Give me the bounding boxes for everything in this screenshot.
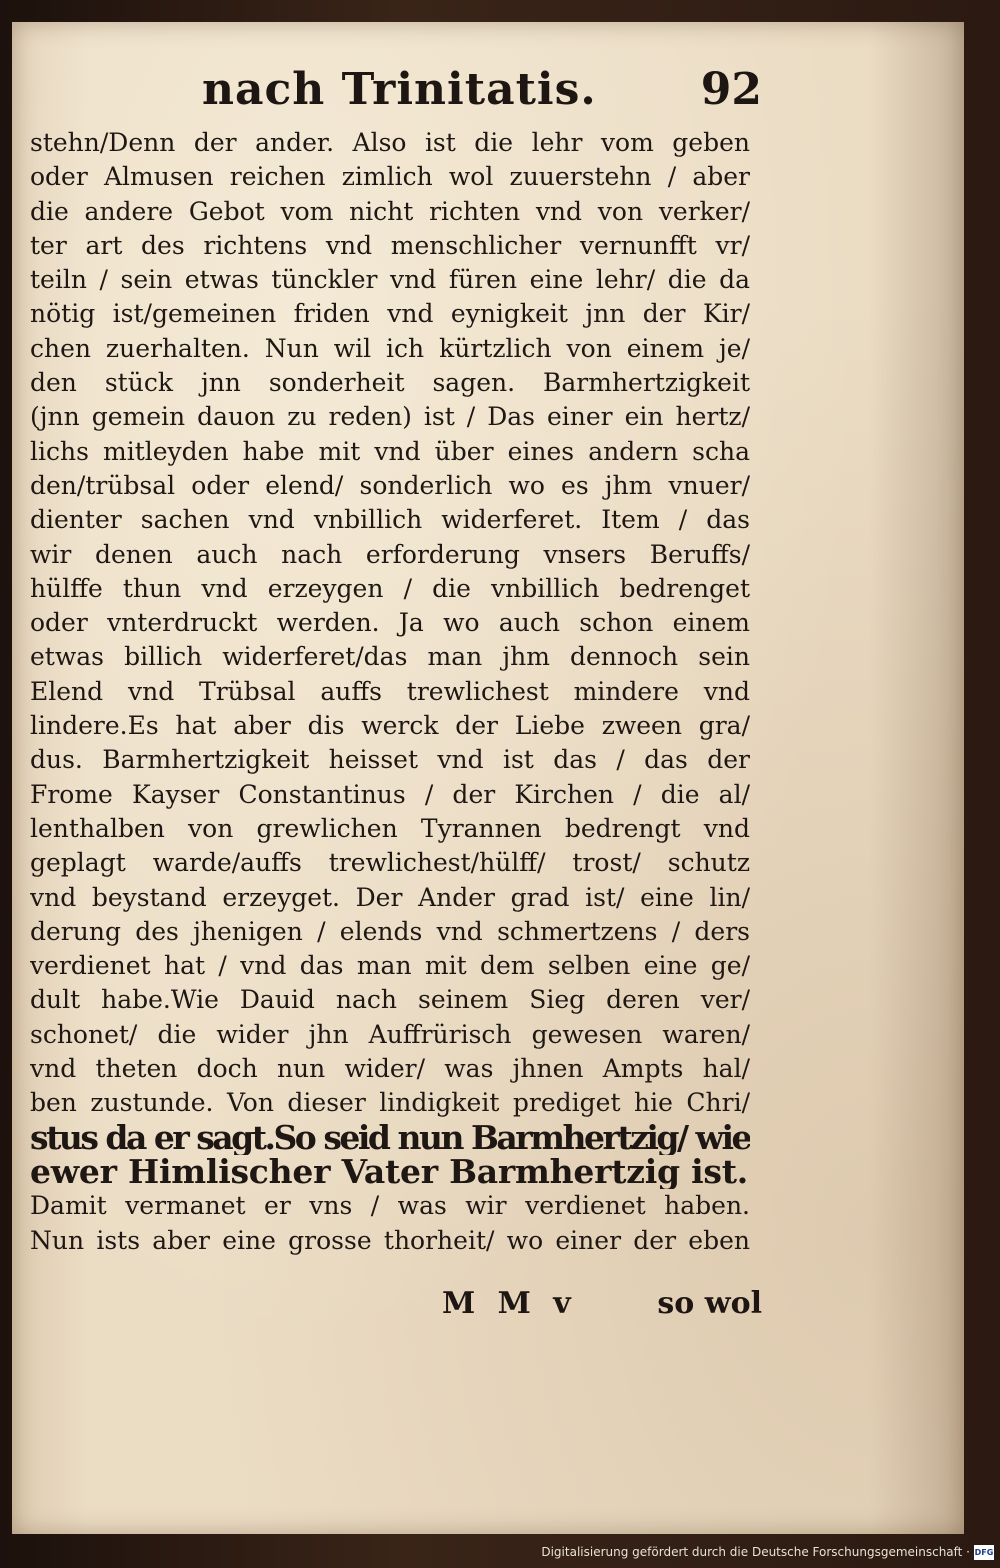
running-title: nach Trinitatis. (202, 64, 597, 115)
text-line: dienter sachen vnd vnbillich widerferet. Item / das (30, 505, 750, 535)
text-line: vnd theten doch nun wider/ was jhnen Ampts hal/ (30, 1054, 750, 1084)
catchword: so wol (657, 1286, 762, 1321)
text-line: geplagt warde/auffs trewlichest/hülff/ trost/ schutz (30, 848, 750, 878)
text-line: nötig ist/gemeinen friden vnd eynigkeit jnn der Kir/ (30, 299, 750, 329)
digitization-credit: Digitalisierung gefördert durch die Deutsche Forschungsgemeinschaft · (541, 1545, 970, 1559)
text-line: dult habe.Wie Dauid nach seinem Sieg deren ver/ (30, 985, 750, 1015)
text-line: schonet/ die wider jhn Auffrürisch gewesen waren/ (30, 1019, 750, 1049)
text-line: die andere Gebot vom nicht richten vnd von verker/ (30, 196, 750, 226)
text-line: verdienet hat / vnd das man mit dem selben eine ge/ (30, 951, 750, 981)
text-line: dus. Barmhertzigkeit heisset vnd ist das / das der (30, 745, 750, 775)
text-line: lichs mitleyden habe mit vnd über eines andern scha (30, 436, 750, 466)
book-page (12, 22, 964, 1534)
text-line: hülffe thun vnd erzeygen / die vnbillich bedrenget (30, 573, 750, 603)
quote-line: stus da er sagt.So seid nun Barmhertzig/ wie (30, 1120, 750, 1155)
page-number: 92 (700, 64, 762, 115)
text-line: teiln / sein etwas tünckler vnd füren eine lehr/ die da (30, 265, 750, 295)
text-line: oder Almusen reichen zimlich wol zuuerstehn / aber (30, 162, 750, 192)
text-line: Frome Kayser Constantinus / der Kirchen / die al/ (30, 779, 750, 809)
text-line: wir denen auch nach erforderung vnsers Beruffs/ (30, 539, 750, 569)
text-line: stehn/Denn der ander. Also ist die lehr vom geben (30, 128, 750, 157)
signature-mark: M M v (442, 1286, 577, 1321)
text-line: den stück jnn sonderheit sagen. Barmhertzigkeit (30, 368, 750, 398)
dfg-logo: DFG (974, 1545, 994, 1560)
text-line: chen zuerhalten. Nun wil ich kürtzlich von einem je/ (30, 333, 750, 363)
quote-line: ewer Himlischer Vater Barmhertzig ist. (30, 1154, 748, 1190)
text-line: etwas billich widerferet/das man jhm dennoch sein (30, 642, 750, 672)
text-line: lenthalben von grewlichen Tyrannen bedrengt vnd (30, 813, 750, 843)
text-line: lindere.Es hat aber dis werck der Liebe zween gra/ (30, 711, 750, 741)
text-line: (jnn gemein dauon zu reden) ist / Das einer ein hertz/ (30, 402, 750, 432)
text-line: Damit vermanet er vns / was wir verdienet haben. (30, 1191, 750, 1221)
text-line: vnd beystand erzeyget. Der Ander grad ist/ eine lin/ (30, 882, 750, 912)
catch-line (442, 1286, 762, 1326)
text-line: oder vnterdruckt werden. Ja wo auch schon einem (30, 608, 750, 638)
running-head (202, 64, 762, 116)
text-line: ben zustunde. Von dieser lindigkeit prediget hie Chri/ (30, 1088, 750, 1118)
text-line: Elend vnd Trübsal auffs trewlichest mindere vnd (30, 676, 750, 706)
text-line: derung des jhenigen / elends vnd schmertzens / ders (30, 916, 750, 946)
text-line: den/trübsal oder elend/ sonderlich wo es jhm vnuer/ (30, 470, 750, 500)
text-line: ter art des richtens vnd menschlicher vernunfft vr/ (30, 230, 750, 260)
body-text (30, 126, 750, 1258)
text-line: Nun ists aber eine grosse thorheit/ wo einer der eben (30, 1225, 750, 1255)
